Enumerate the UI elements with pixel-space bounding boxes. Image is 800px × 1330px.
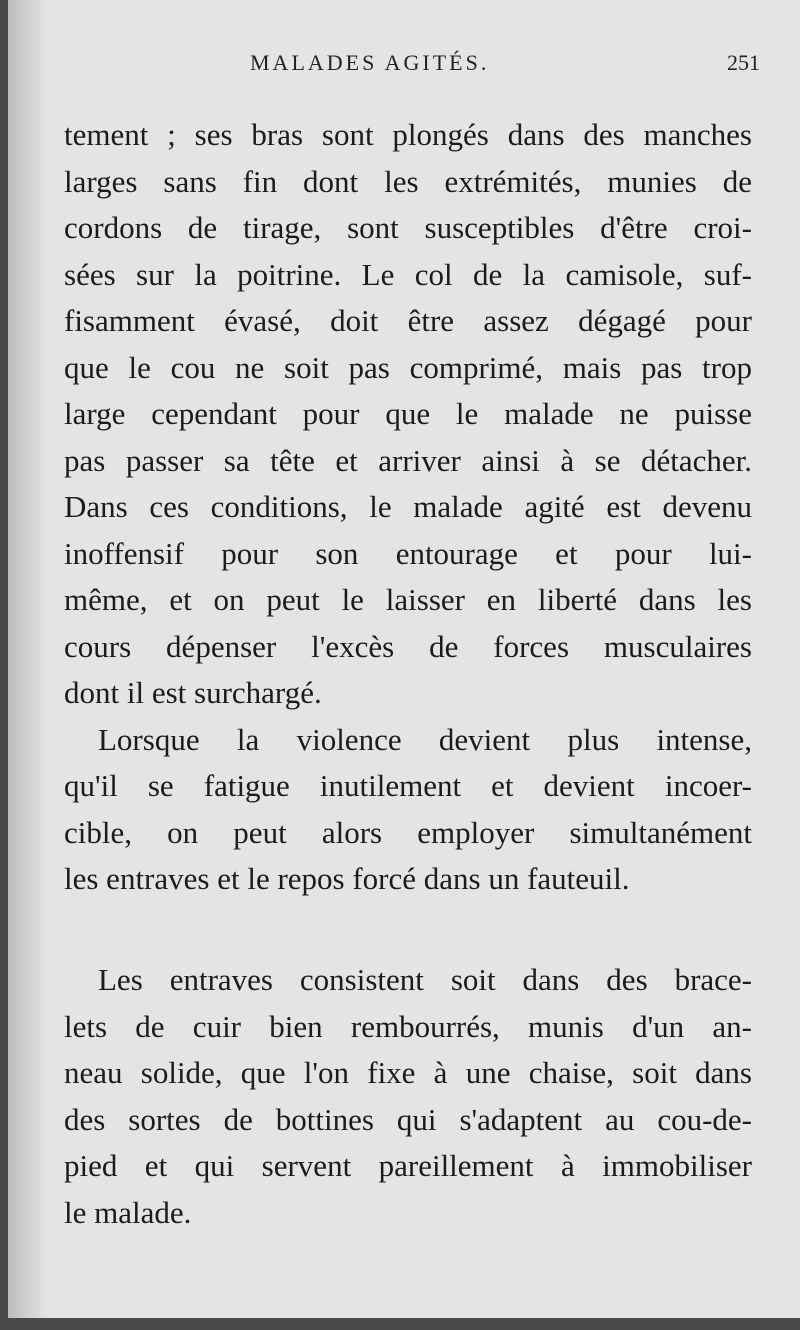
text-line: pied et qui servent pareillement à immobiliser xyxy=(64,1148,752,1183)
text-line: cordons de tirage, sont susceptibles d'être croi- xyxy=(64,210,752,245)
text-line: les entraves et le repos forcé dans un fauteuil. xyxy=(64,861,630,896)
text-line: même, et on peut le laisser en liberté dans les xyxy=(64,582,752,617)
text-line: tement ; ses bras sont plongés dans des manches xyxy=(64,117,752,152)
text-line: cours dépenser l'excès de forces musculaires xyxy=(64,628,752,664)
text-line: que le cou ne soit pas comprimé, mais pas trop xyxy=(64,349,752,385)
text-line: le malade. xyxy=(64,1194,192,1230)
book-page xyxy=(8,0,800,1318)
text-line: dont il est surchargé. xyxy=(64,675,322,710)
text-line: cible, on peut alors employer simultanément xyxy=(64,814,752,850)
text-line: des sortes de bottines qui s'adaptent au cou-de- xyxy=(64,1101,752,1137)
paragraph-1 xyxy=(64,112,752,717)
text-line: larges sans fin dont les extrémités, munies de xyxy=(64,163,752,199)
text-block-lower xyxy=(64,957,752,1236)
page-header xyxy=(8,50,800,80)
paragraph-3 xyxy=(64,957,752,1236)
text-line: qu'il se fatigue inutilement et devient incoer- xyxy=(64,768,752,803)
running-head: MALADES AGITÉS. xyxy=(250,50,490,75)
text-line: sées sur la poitrine. Le col de la camisole, suf- xyxy=(64,256,752,292)
text-line: Lorsque la violence devient plus intense, xyxy=(98,721,752,757)
text-line: Les entraves consistent soit dans des brace- xyxy=(98,962,752,997)
text-line: Dans ces conditions, le malade agité est devenu xyxy=(64,489,752,524)
text-line: neau solide, que l'on fixe à une chaise, soit dans xyxy=(64,1055,752,1090)
text-line: inoffensif pour son entourage et pour lui- xyxy=(64,535,752,571)
text-line: fisamment évasé, doit être assez dégagé pour xyxy=(64,303,752,338)
text-line: pas passer sa tête et arriver ainsi à se détacher. xyxy=(64,442,752,478)
paragraph-2 xyxy=(64,717,752,903)
page-number: 251 xyxy=(727,50,760,75)
text-line: lets de cuir bien rembourrés, munis d'un an- xyxy=(64,1008,752,1044)
text-block-upper xyxy=(64,112,752,903)
text-line: large cependant pour que le malade ne puisse xyxy=(64,396,752,431)
